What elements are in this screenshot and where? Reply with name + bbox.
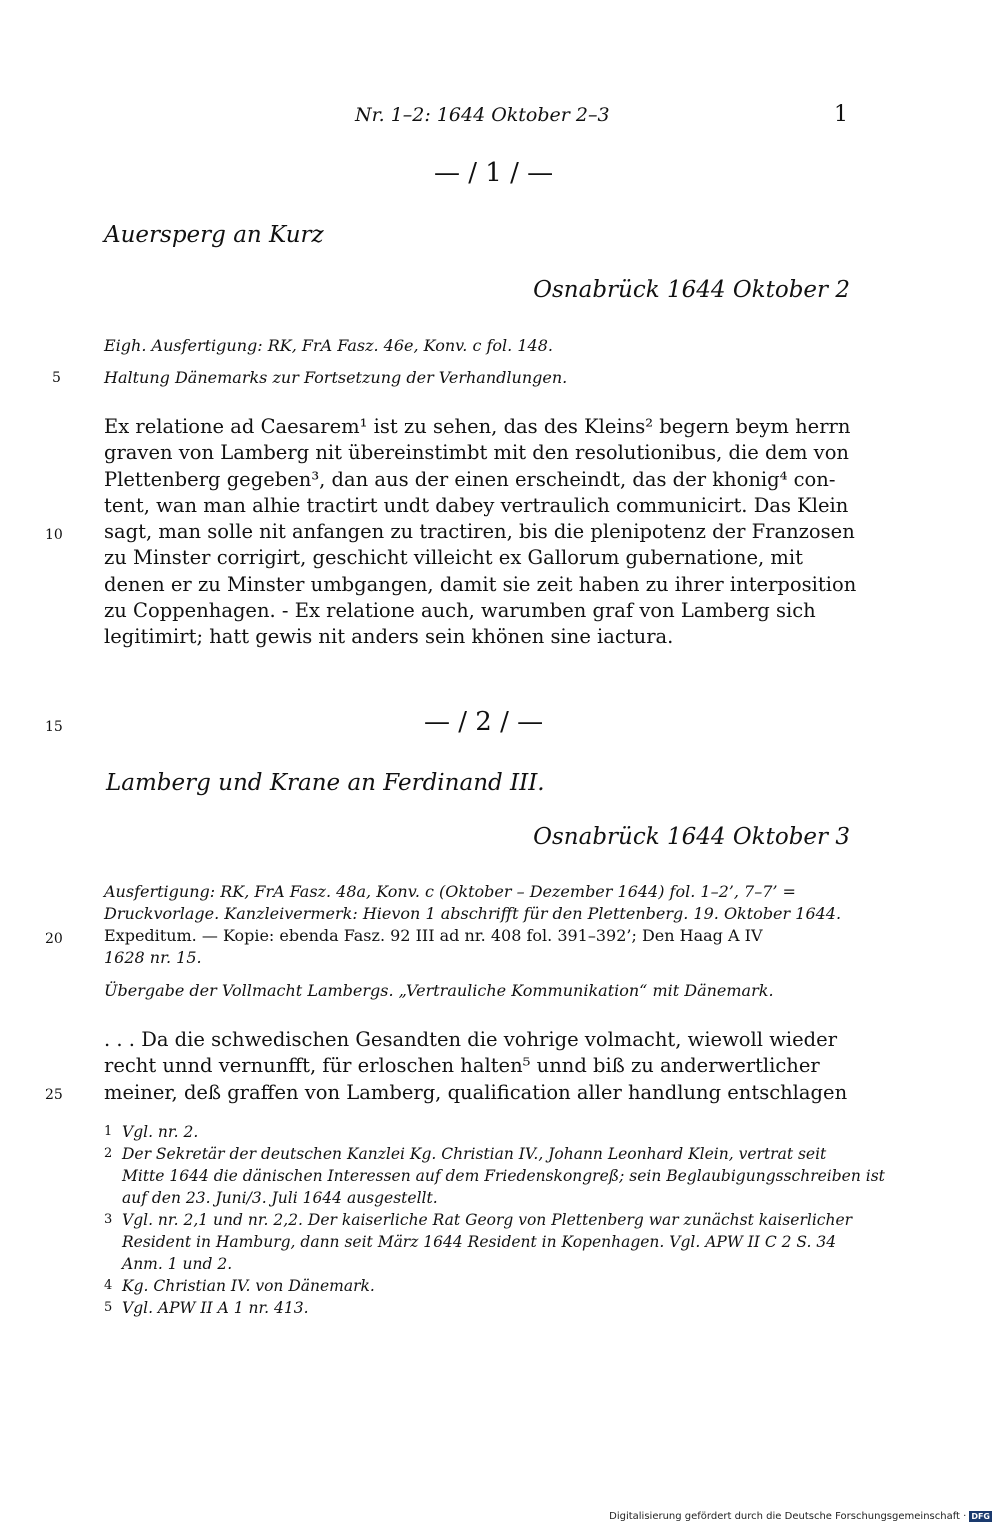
text-line: Plettenberg gegeben³, dan aus der einen erscheindt, das der khonig⁴ con-: [104, 467, 836, 491]
document-heading-2: Lamberg und Krane an Ferdinand III.: [106, 770, 545, 796]
text-line: zu Minster corrigirt, geschicht villeicht ex Gallorum gubernatione, mit: [104, 546, 803, 570]
source-line: Ausfertigung: RK, FrA Fasz. 48a, Konv. c (Oktober – Dezember 1644) fol. 1–2’, 7–7’ =: [104, 882, 796, 901]
footnote-text: Mitte 1644 die dänischen Interessen auf dem Friedenskongreß; sein Beglaubigungsschreiben ist: [122, 1167, 885, 1185]
page-number: 1: [834, 102, 848, 127]
footnote-2: [104, 1143, 885, 1209]
text-line: zu Coppenhagen. - Ex relatione auch, warumben graf von Lamberg sich: [104, 599, 816, 623]
document-text-2: [104, 1027, 852, 1106]
footnote-mark: 4: [104, 1278, 113, 1293]
footnote-1: [104, 1121, 849, 1143]
document-text-1: [104, 414, 857, 651]
source-note-1: Eigh. Ausfertigung: RK, FrA Fasz. 46e, Konv. c fol. 148.: [104, 336, 553, 355]
source-note-2: [104, 881, 854, 969]
line-number-15: 15: [45, 719, 63, 735]
footnote-text: Anm. 1 und 2.: [122, 1255, 233, 1273]
document-number-1: — / 1 / —: [434, 158, 554, 188]
regest-2: Übergabe der Vollmacht Lambergs. „Vertrauliche Kommunikation“ mit Dänemark.: [104, 981, 774, 1000]
text-line: tent, wan man alhie tractirt undt dabey vertraulich communicirt. Das Klein: [104, 493, 849, 517]
footnote-mark: 2: [104, 1146, 113, 1161]
text-line: recht unnd vernunfft, für erloschen halten⁵ unnd biß zu anderwertlicher: [104, 1054, 820, 1078]
footnote-4: [104, 1275, 849, 1297]
line-number-20: 20: [45, 931, 63, 947]
dfg-logo-icon: DFG: [971, 1512, 990, 1521]
digitization-credit: [609, 1511, 992, 1522]
footnote-5: [104, 1297, 849, 1319]
footnote-text: Resident in Hamburg, dann seit März 1644 Resident in Kopenhagen. Vgl. APW II C 2 S. 34: [122, 1233, 837, 1251]
line-number-25: 25: [45, 1087, 63, 1103]
source-line: Expeditum. — Kopie: ebenda Fasz. 92 III ad nr. 408 fol. 391–392’; Den Haag A IV: [104, 926, 763, 945]
footnote-mark: 5: [104, 1300, 113, 1315]
text-line: graven von Lamberg nit übereinstimbt mit den resolutionibus, die dem von: [104, 441, 849, 465]
document-number-2: — / 2 / —: [424, 707, 544, 737]
footnote-text: Vgl. nr. 2.: [122, 1123, 199, 1141]
document-heading-1: Auersperg an Kurz: [104, 222, 324, 248]
text-line: meiner, deß graffen von Lamberg, qualification aller handlung entschlagen: [104, 1080, 848, 1104]
running-head: Nr. 1–2: 1644 Oktober 2–3: [355, 104, 610, 126]
source-line: 1628 nr. 15.: [104, 948, 202, 967]
text-line: denen er zu Minster umbgangen, damit sie zeit haben zu ihrer interposition: [104, 572, 857, 596]
footnote-text: auf den 23. Juni/3. Juli 1644 ausgestellt.: [122, 1189, 438, 1207]
footnote-text: Kg. Christian IV. von Dänemark.: [122, 1277, 375, 1295]
credit-text: Digitalisierung gefördert durch die Deutsche Forschungsgemeinschaft ·: [609, 1511, 967, 1522]
document-place-date-1: Osnabrück 1644 Oktober 2: [533, 277, 850, 303]
footnote-3: [104, 1209, 853, 1275]
footnote-text: Vgl. APW II A 1 nr. 413.: [122, 1299, 309, 1317]
source-line: Druckvorlage. Kanzleivermerk: Hievon 1 abschrifft für den Plettenberg. 19. Oktober 1644.: [104, 904, 842, 923]
footnote-mark: 1: [104, 1124, 113, 1139]
regest-1: Haltung Dänemarks zur Fortsetzung der Verhandlungen.: [104, 368, 568, 387]
footnote-mark: 3: [104, 1212, 113, 1227]
line-number-5: 5: [52, 370, 61, 386]
text-line: Ex relatione ad Caesarem¹ ist zu sehen, das des Kleins² begern beym herrn: [104, 415, 851, 438]
footnotes: [104, 1121, 885, 1319]
text-line: sagt, man solle nit anfangen zu tractiren, bis die plenipotenz der Franzosen: [104, 520, 855, 544]
line-number-10: 10: [45, 527, 63, 543]
footnote-text: Der Sekretär der deutschen Kanzlei Kg. Christian IV., Johann Leonhard Klein, vertrat seit: [122, 1145, 827, 1163]
text-line: . . . Da die schwedischen Gesandten die vohrige volmacht, wiewoll wieder: [104, 1028, 838, 1051]
document-place-date-2: Osnabrück 1644 Oktober 3: [533, 824, 850, 850]
footnote-text: Vgl. nr. 2,1 und nr. 2,2. Der kaiserliche Rat Georg von Plettenberg war zunächst kaiserlicher: [122, 1211, 853, 1229]
text-line: legitimirt; hatt gewis nit anders sein khönen sine iactura.: [104, 625, 674, 649]
